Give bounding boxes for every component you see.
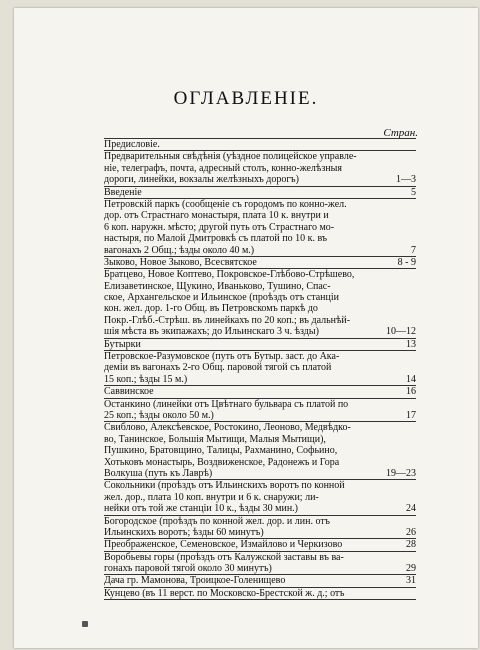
toc-entry: [104, 187, 416, 199]
toc-entry-text: Преображенское, Семеновское, Измайлово и Черкизово: [104, 539, 343, 551]
toc-entry-text: ніе, телеграфъ, почта, адресный столъ, конно-желѣзныя: [104, 162, 342, 174]
toc-entry-text: 25 коп.; ѣзды около 50 м.): [104, 409, 214, 421]
page-mark: [82, 621, 88, 627]
toc-entry-text: Пушкино, Братовщино, Талицы, Рахманино, Софьино,: [104, 445, 338, 457]
toc-entry-text: гонахъ паровой тягой около 30 минутъ): [104, 563, 272, 575]
toc-entry-text: жел. дор., плата 10 коп. внутри и 6 к. снаружи; ли-: [104, 491, 319, 503]
toc-entry: [104, 151, 416, 186]
toc-entry-text: Предварительныя свѣдѣнія (уѣздное полицейское управле-: [104, 151, 357, 163]
toc-entry-text: шія мѣста въ экипажахъ; до Ильинскаго 3 ч. ѣзды): [104, 326, 319, 338]
toc-entry-text: вагонахъ 2 Общ.; ѣзды около 40 м.): [104, 244, 255, 256]
toc-entry-text: дор. отъ Страстнаго монастыря, плата 10 к. внутри и: [104, 210, 329, 222]
toc-entry: [104, 575, 416, 587]
toc-entry-text: Волкуша (путь къ Лаврѣ): [104, 467, 213, 479]
toc-entry-text: Воробьевы горы (проѣздъ отъ Калужской заставы въ ва-: [104, 551, 344, 563]
toc-entry: [104, 552, 416, 576]
toc-entry: [104, 480, 416, 515]
toc-entry-text: Ильинскихъ воротъ; ѣзды 60 минутъ): [104, 526, 264, 538]
toc-entry-text: Саввинское: [104, 386, 154, 398]
toc-entry: [104, 199, 416, 257]
toc-entry-text: ское, Архангельское и Ильинское (проѣздъ отъ станціи: [104, 292, 339, 304]
toc-entry-text: 15 коп.; ѣзды 15 м.): [104, 373, 188, 385]
page-column-header: Стран.: [383, 127, 418, 139]
toc-page-number: 29: [406, 563, 416, 575]
toc-entry-text: Останкино (линейки отъ Цвѣтнаго бульвара съ платой по: [104, 398, 349, 410]
toc-entry-text: Елизаветинское, Щукино, Иваньково, Тушино, Спас-: [104, 280, 331, 292]
toc-page-number: 5: [411, 186, 416, 198]
toc-entry-text: Дача гр. Мамонова, Троицкое-Голенищево: [104, 575, 286, 587]
book-page: [14, 8, 478, 648]
toc-entry-text: Братцево, Новое Коптево, Покровское-Глѣбово-Стрѣшево,: [104, 269, 355, 281]
toc-page-number: 28: [406, 539, 416, 551]
toc-entry-text: кон. жел. дор. 1-го Общ. въ Петровскомъ паркѣ до: [104, 303, 318, 315]
toc-entry: [104, 539, 416, 551]
toc-entry-text: Кунцево (въ 11 верст. по Московско-Брестской ж. д.; отъ: [104, 587, 345, 599]
toc-entry-text: Введеніе: [104, 186, 142, 198]
toc-page-number: 24: [406, 503, 416, 515]
toc-entry: [104, 399, 416, 423]
toc-entry: [104, 269, 416, 338]
toc-entry-text: Свиблово, Алексѣевское, Ростокино, Леоново, Медвѣдко-: [104, 422, 351, 434]
toc-entry: [104, 422, 416, 480]
toc-page-number: 26: [406, 526, 416, 538]
table-of-contents: [104, 138, 416, 600]
toc-page-number: 31: [406, 575, 416, 587]
toc-page-number: 14: [406, 373, 416, 385]
toc-entry-text: Петровскій паркъ (сообщеніе съ городомъ по конно-жел.: [104, 198, 347, 210]
toc-entry-text: нейки отъ той же станціи 10 к., ѣзды 30 мин.): [104, 503, 298, 515]
toc-page-number: 10—12: [386, 326, 416, 338]
toc-entry: [104, 339, 416, 351]
toc-entry: [104, 588, 416, 600]
toc-entry: [104, 516, 416, 540]
toc-entry-text: Петровское-Разумовское (путь отъ Бутыр. заст. до Ака-: [104, 351, 340, 363]
toc-page-number: 1—3: [396, 174, 416, 186]
toc-page-number: 19—23: [386, 467, 416, 479]
toc-page-number: 8 - 9: [397, 256, 416, 268]
toc-page-number: 17: [406, 409, 416, 421]
toc-entry: [104, 138, 416, 151]
toc-entry-text: 6 коп. наружн. мѣсто; другой путь отъ Страстнаго мо-: [104, 221, 335, 233]
toc-entry: [104, 351, 416, 386]
toc-entry-text: Сокольники (проѣздъ отъ Ильинскихъ воротъ по конной: [104, 480, 345, 492]
toc-entry-text: во, Танинское, Большія Мытищи, Малыя Мытищи),: [104, 433, 326, 445]
toc-entry-text: Бутырки: [104, 338, 141, 350]
toc-entry-text: Предисловіе.: [104, 139, 160, 150]
toc-entry-text: деміи въ вагонахъ 2-го Общ. паровой тягой съ платой: [104, 362, 332, 374]
toc-entry-text: Покр.-Глѣб.-Стрѣш. въ линейкахъ по 20 коп.; въ дальнѣй-: [104, 314, 351, 326]
toc-entry: [104, 257, 416, 269]
toc-entry-text: дороги, линейки, вокзалы желѣзныхъ дорогъ): [104, 174, 299, 186]
toc-entry-text: Богородское (проѣздъ по конной жел. дор. и лин. отъ: [104, 515, 330, 527]
toc-entry: [104, 386, 416, 398]
toc-page-number: 16: [406, 386, 416, 398]
toc-entry-text: Зыково, Новое Зыково, Всесвятское: [104, 256, 257, 268]
toc-page-number: 7: [411, 244, 416, 256]
toc-entry-text: настыря, по Малой Дмитровкѣ съ платой по 10 к. въ: [104, 233, 328, 245]
toc-entry-text: Хотьковъ монастырь, Воздвиженское, Радонежъ и Гора: [104, 456, 340, 468]
toc-page-number: 13: [406, 338, 416, 350]
page-title: ОГЛАВЛЕНІЕ.: [173, 88, 319, 109]
